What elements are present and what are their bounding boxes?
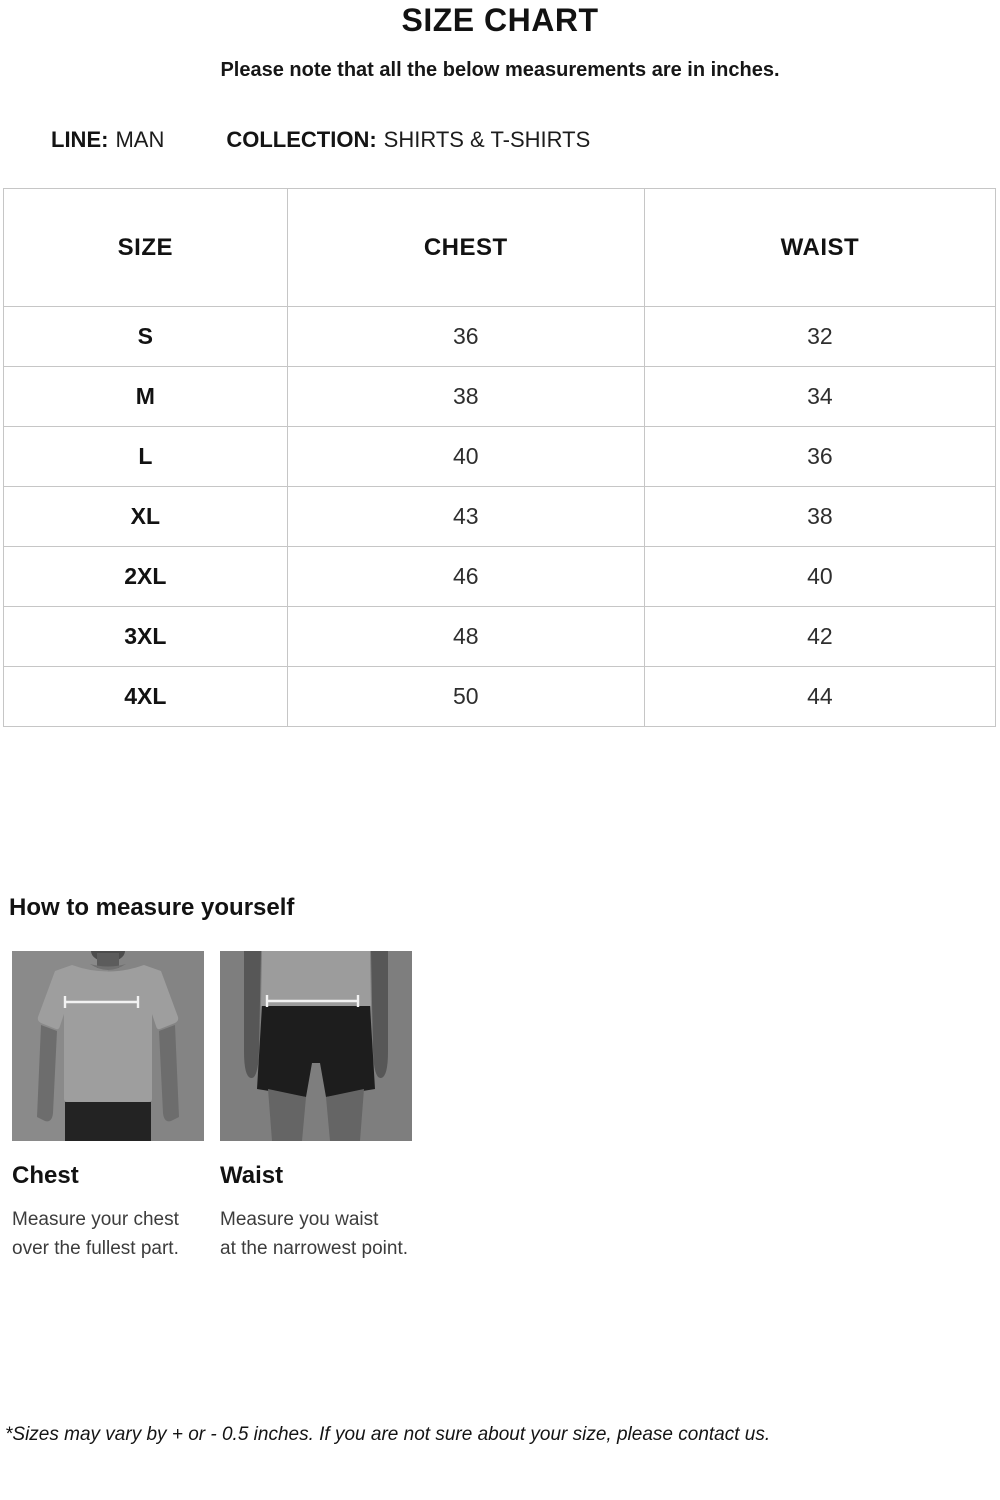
shorts xyxy=(65,1102,151,1141)
table-row-xl xyxy=(4,487,996,547)
left-leg xyxy=(268,1089,306,1141)
table-row-l xyxy=(4,427,996,487)
left-arm xyxy=(244,951,261,1078)
meta-row xyxy=(51,127,590,153)
description-line: Measure your chest xyxy=(12,1209,179,1230)
measure-item-description xyxy=(12,1205,204,1263)
chest-measurement-photo xyxy=(12,951,204,1141)
size-value: 3XL xyxy=(4,607,288,667)
waist-measurement-photo xyxy=(220,951,412,1141)
waist-value: 32 xyxy=(644,307,995,367)
collection-label: COLLECTION: xyxy=(226,127,377,152)
column-header-waist: WAIST xyxy=(644,189,995,307)
measure-items xyxy=(12,951,412,1263)
size-table xyxy=(3,188,996,727)
table-row-4xl xyxy=(4,667,996,727)
waist-value: 44 xyxy=(644,667,995,727)
description-line: over the fullest part. xyxy=(12,1238,179,1259)
size-table-header-row xyxy=(4,189,996,307)
measure-item-description xyxy=(220,1205,412,1263)
measure-item-label: Chest xyxy=(12,1162,79,1189)
page-title: SIZE CHART xyxy=(401,2,599,38)
waist-value: 36 xyxy=(644,427,995,487)
size-value: 2XL xyxy=(4,547,288,607)
neck xyxy=(97,953,119,968)
column-header-chest: CHEST xyxy=(287,189,644,307)
measure-item-waist xyxy=(220,951,412,1263)
waist-value: 42 xyxy=(644,607,995,667)
man-tshirt-illustration xyxy=(12,951,204,1141)
size-value: 4XL xyxy=(4,667,288,727)
size-value: XL xyxy=(4,487,288,547)
table-row-3xl xyxy=(4,607,996,667)
table-row-m xyxy=(4,367,996,427)
description-line: at the narrowest point. xyxy=(220,1238,408,1259)
waist-value: 34 xyxy=(644,367,995,427)
size-value: M xyxy=(4,367,288,427)
measure-item-label: Waist xyxy=(220,1162,284,1189)
footnote: *Sizes may vary by + or - 0.5 inches. If you are not sure about your size, please contact us. xyxy=(5,1424,771,1445)
table-row-2xl xyxy=(4,547,996,607)
man-shorts-illustration xyxy=(220,951,412,1141)
line-label: LINE: xyxy=(51,127,109,152)
table-row-s xyxy=(4,307,996,367)
waist-value: 40 xyxy=(644,547,995,607)
chest-value: 48 xyxy=(287,607,644,667)
page-subtitle: Please note that all the below measurements are in inches. xyxy=(220,59,780,81)
collection-meta xyxy=(226,127,590,153)
chest-value: 38 xyxy=(287,367,644,427)
chest-value: 40 xyxy=(287,427,644,487)
chest-value: 46 xyxy=(287,547,644,607)
size-value: S xyxy=(4,307,288,367)
line-meta xyxy=(51,127,164,153)
column-header-size: SIZE xyxy=(4,189,288,307)
right-arm xyxy=(371,951,388,1078)
line-value: MAN xyxy=(115,127,165,152)
right-leg xyxy=(326,1089,364,1141)
waist-value: 38 xyxy=(644,487,995,547)
chest-value: 36 xyxy=(287,307,644,367)
chest-value: 50 xyxy=(287,667,644,727)
size-value: L xyxy=(4,427,288,487)
shirt-hem xyxy=(261,951,371,1013)
measure-item-chest xyxy=(12,951,204,1263)
collection-value: SHIRTS & T-SHIRTS xyxy=(383,127,591,152)
chest-value: 43 xyxy=(287,487,644,547)
description-line: Measure you waist xyxy=(220,1209,379,1230)
measure-section-heading: How to measure yourself xyxy=(9,894,295,921)
